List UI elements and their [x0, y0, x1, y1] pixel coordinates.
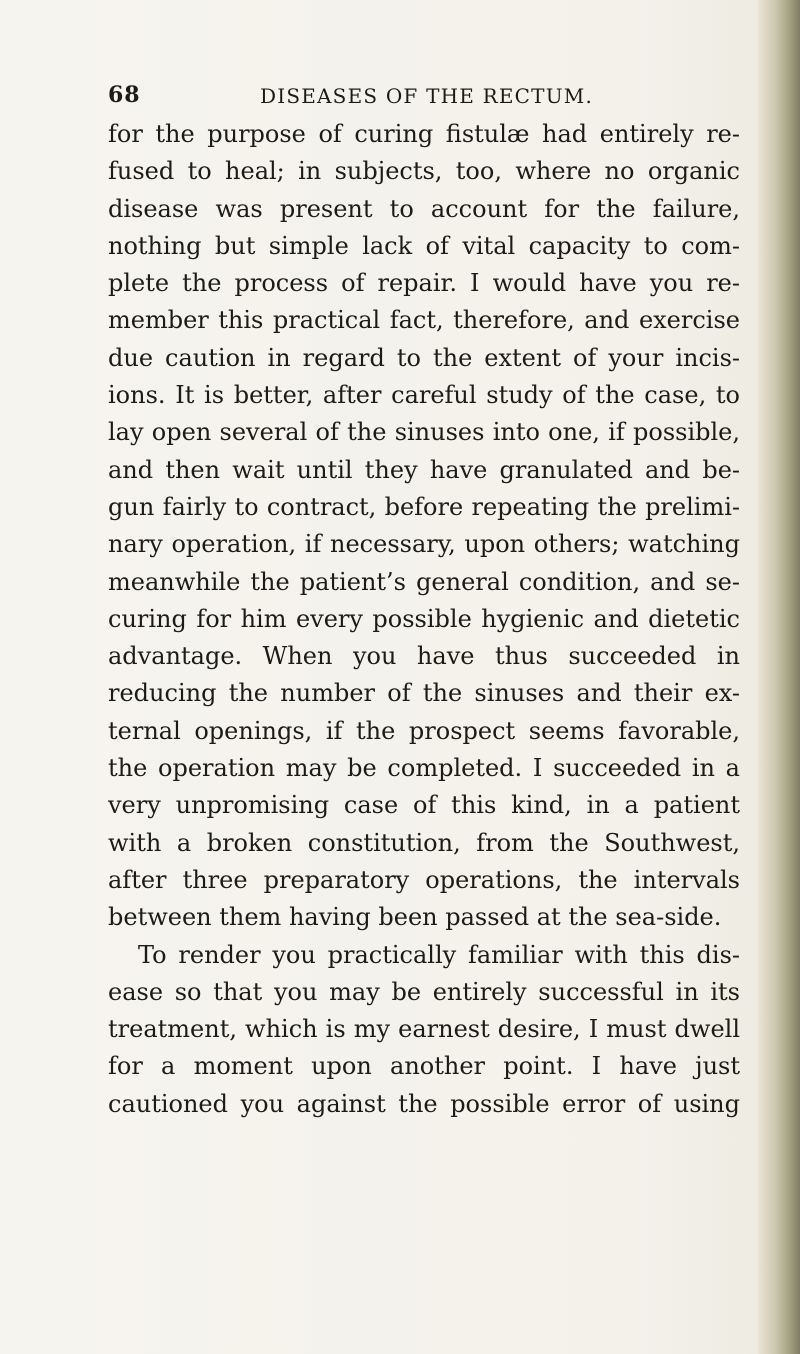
text-line: fused to heal; in subjects, too, where no organic: [108, 157, 740, 186]
text-line: gun fairly to contract, before repeating the prelimi-: [108, 492, 740, 521]
text-line: with a broken constitution, from the Southwest,: [108, 828, 740, 857]
text-line: lay open several of the sinuses into one, if possible,: [108, 418, 740, 447]
text-line: plete the process of repair. I would have you re-: [108, 269, 740, 298]
text-line: ternal openings, if the prospect seems favorable,: [108, 716, 740, 745]
body-text: [108, 116, 740, 1123]
text-line: between them having been passed at the sea-side.: [108, 903, 722, 932]
text-line: ease so that you may be entirely successful in its: [108, 977, 740, 1006]
text-line: treatment, which is my earnest desire, I must dwell: [108, 1015, 740, 1044]
text-line: reducing the number of the sinuses and their ex-: [108, 679, 740, 708]
page-number: 68: [108, 82, 141, 108]
text-line: after three preparatory operations, the intervals: [108, 865, 740, 894]
text-line: very unpromising case of this kind, in a patient: [108, 791, 740, 820]
text-line: To render you practically familiar with this dis-: [138, 940, 740, 969]
text-line: the operation may be completed. I succeeded in a: [108, 754, 740, 783]
text-line: nothing but simple lack of vital capacity to com-: [108, 231, 740, 260]
text-line: for a moment upon another point. I have just: [108, 1052, 740, 1081]
running-head: DISEASES OF THE RECTUM.: [260, 84, 594, 108]
text-line: curing for him every possible hygienic and dietetic: [108, 604, 740, 633]
page-spine-shadow: [758, 0, 800, 1354]
page-header: [108, 82, 748, 112]
text-line: disease was present to account for the failure,: [108, 194, 740, 223]
text-line: meanwhile the patient’s general condition, and se-: [108, 567, 740, 596]
text-line: for the purpose of curing fistulæ had entirely re-: [108, 120, 740, 148]
text-line: member this practical fact, therefore, and exercise: [108, 306, 740, 335]
text-line: advantage. When you have thus succeeded in: [108, 642, 740, 671]
text-line: and then wait until they have granulated and be-: [108, 455, 740, 484]
text-line: ions. It is better, after careful study of the case, to: [108, 381, 740, 410]
text-line: due caution in regard to the extent of your incis-: [108, 343, 740, 372]
text-line: nary operation, if necessary, upon others; watching: [108, 530, 740, 559]
text-line: cautioned you against the possible error of using: [108, 1089, 740, 1118]
